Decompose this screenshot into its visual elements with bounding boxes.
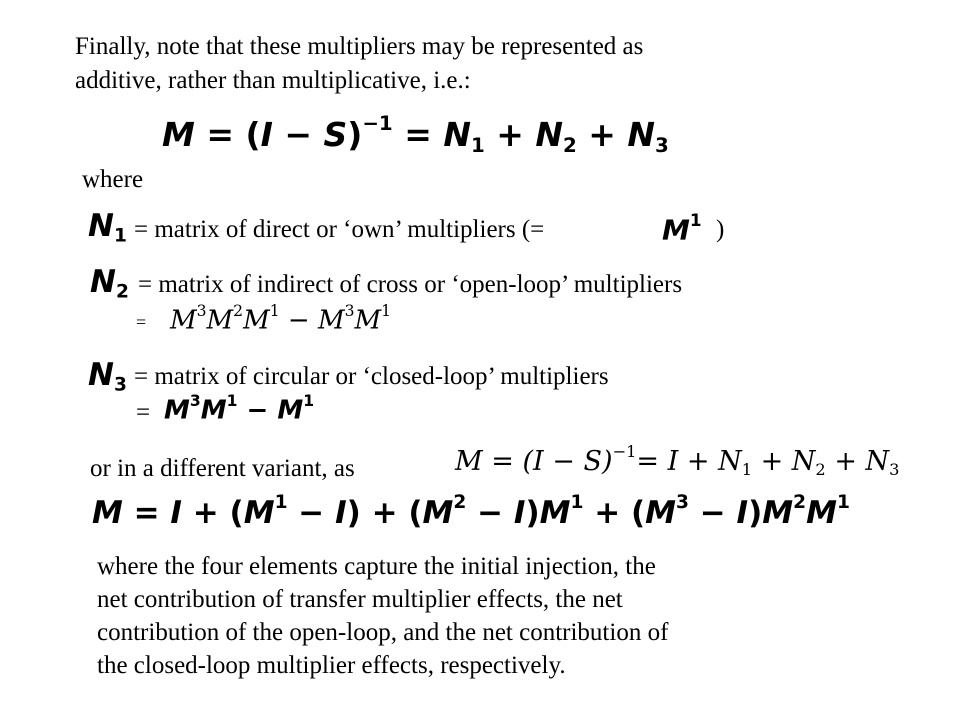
n1-definition: = matrix of direct or ‘own’ multipliers (= [134, 216, 545, 243]
equation-m-decomposition: $M = I + (M^1 - I) + (M^2 - I)M^1 + (M^3 - I)M^2M^1$ [92, 492, 850, 531]
n1-close-paren: ) [716, 216, 725, 243]
n2-expression: $M^3M^2M^1 - M^3M^1$ [170, 302, 392, 336]
n3-symbol: $N_3$ [88, 357, 127, 396]
intro-line-1: Finally, note that these multipliers may be represented as [75, 33, 644, 60]
n3-equals: = [136, 399, 151, 426]
where-label: where [82, 166, 144, 193]
equation-m-identity-sum: $M = (I - S)^{-1}= I + N_1 + N_2 + N_3$ [455, 442, 900, 479]
n2-definition: = matrix of indirect of cross or ‘open-loop’ multipliers [138, 271, 683, 298]
closing-paragraph [97, 550, 857, 682]
closing-line-1: where the four elements capture the initial injection, the [97, 553, 656, 580]
n3-expression: $M^3M^1 - M^1$ [164, 392, 315, 426]
n2-symbol: $N_2$ [90, 264, 129, 303]
n3-definition: = matrix of circular or ‘closed-loop’ multipliers [134, 363, 609, 390]
closing-line-2: net contribution of transfer multiplier effects, the net [97, 586, 623, 613]
closing-line-4: the closed-loop multiplier effects, respectively. [97, 652, 566, 679]
closing-line-3: contribution of the open-loop, and the net contribution of [97, 619, 669, 646]
n1-symbol: $N_1$ [88, 208, 127, 247]
n2-equals: = [136, 312, 147, 332]
intro-line-2: additive, rather than multiplicative, i.e.: [75, 67, 471, 94]
n1-m1-symbol: $M^1$ [662, 210, 702, 247]
equation-m-sum: $M = (I - S)^{-1} = N_1 + N_2 + N_3$ [162, 112, 669, 157]
variant-label: or in a different variant, as [90, 455, 355, 482]
